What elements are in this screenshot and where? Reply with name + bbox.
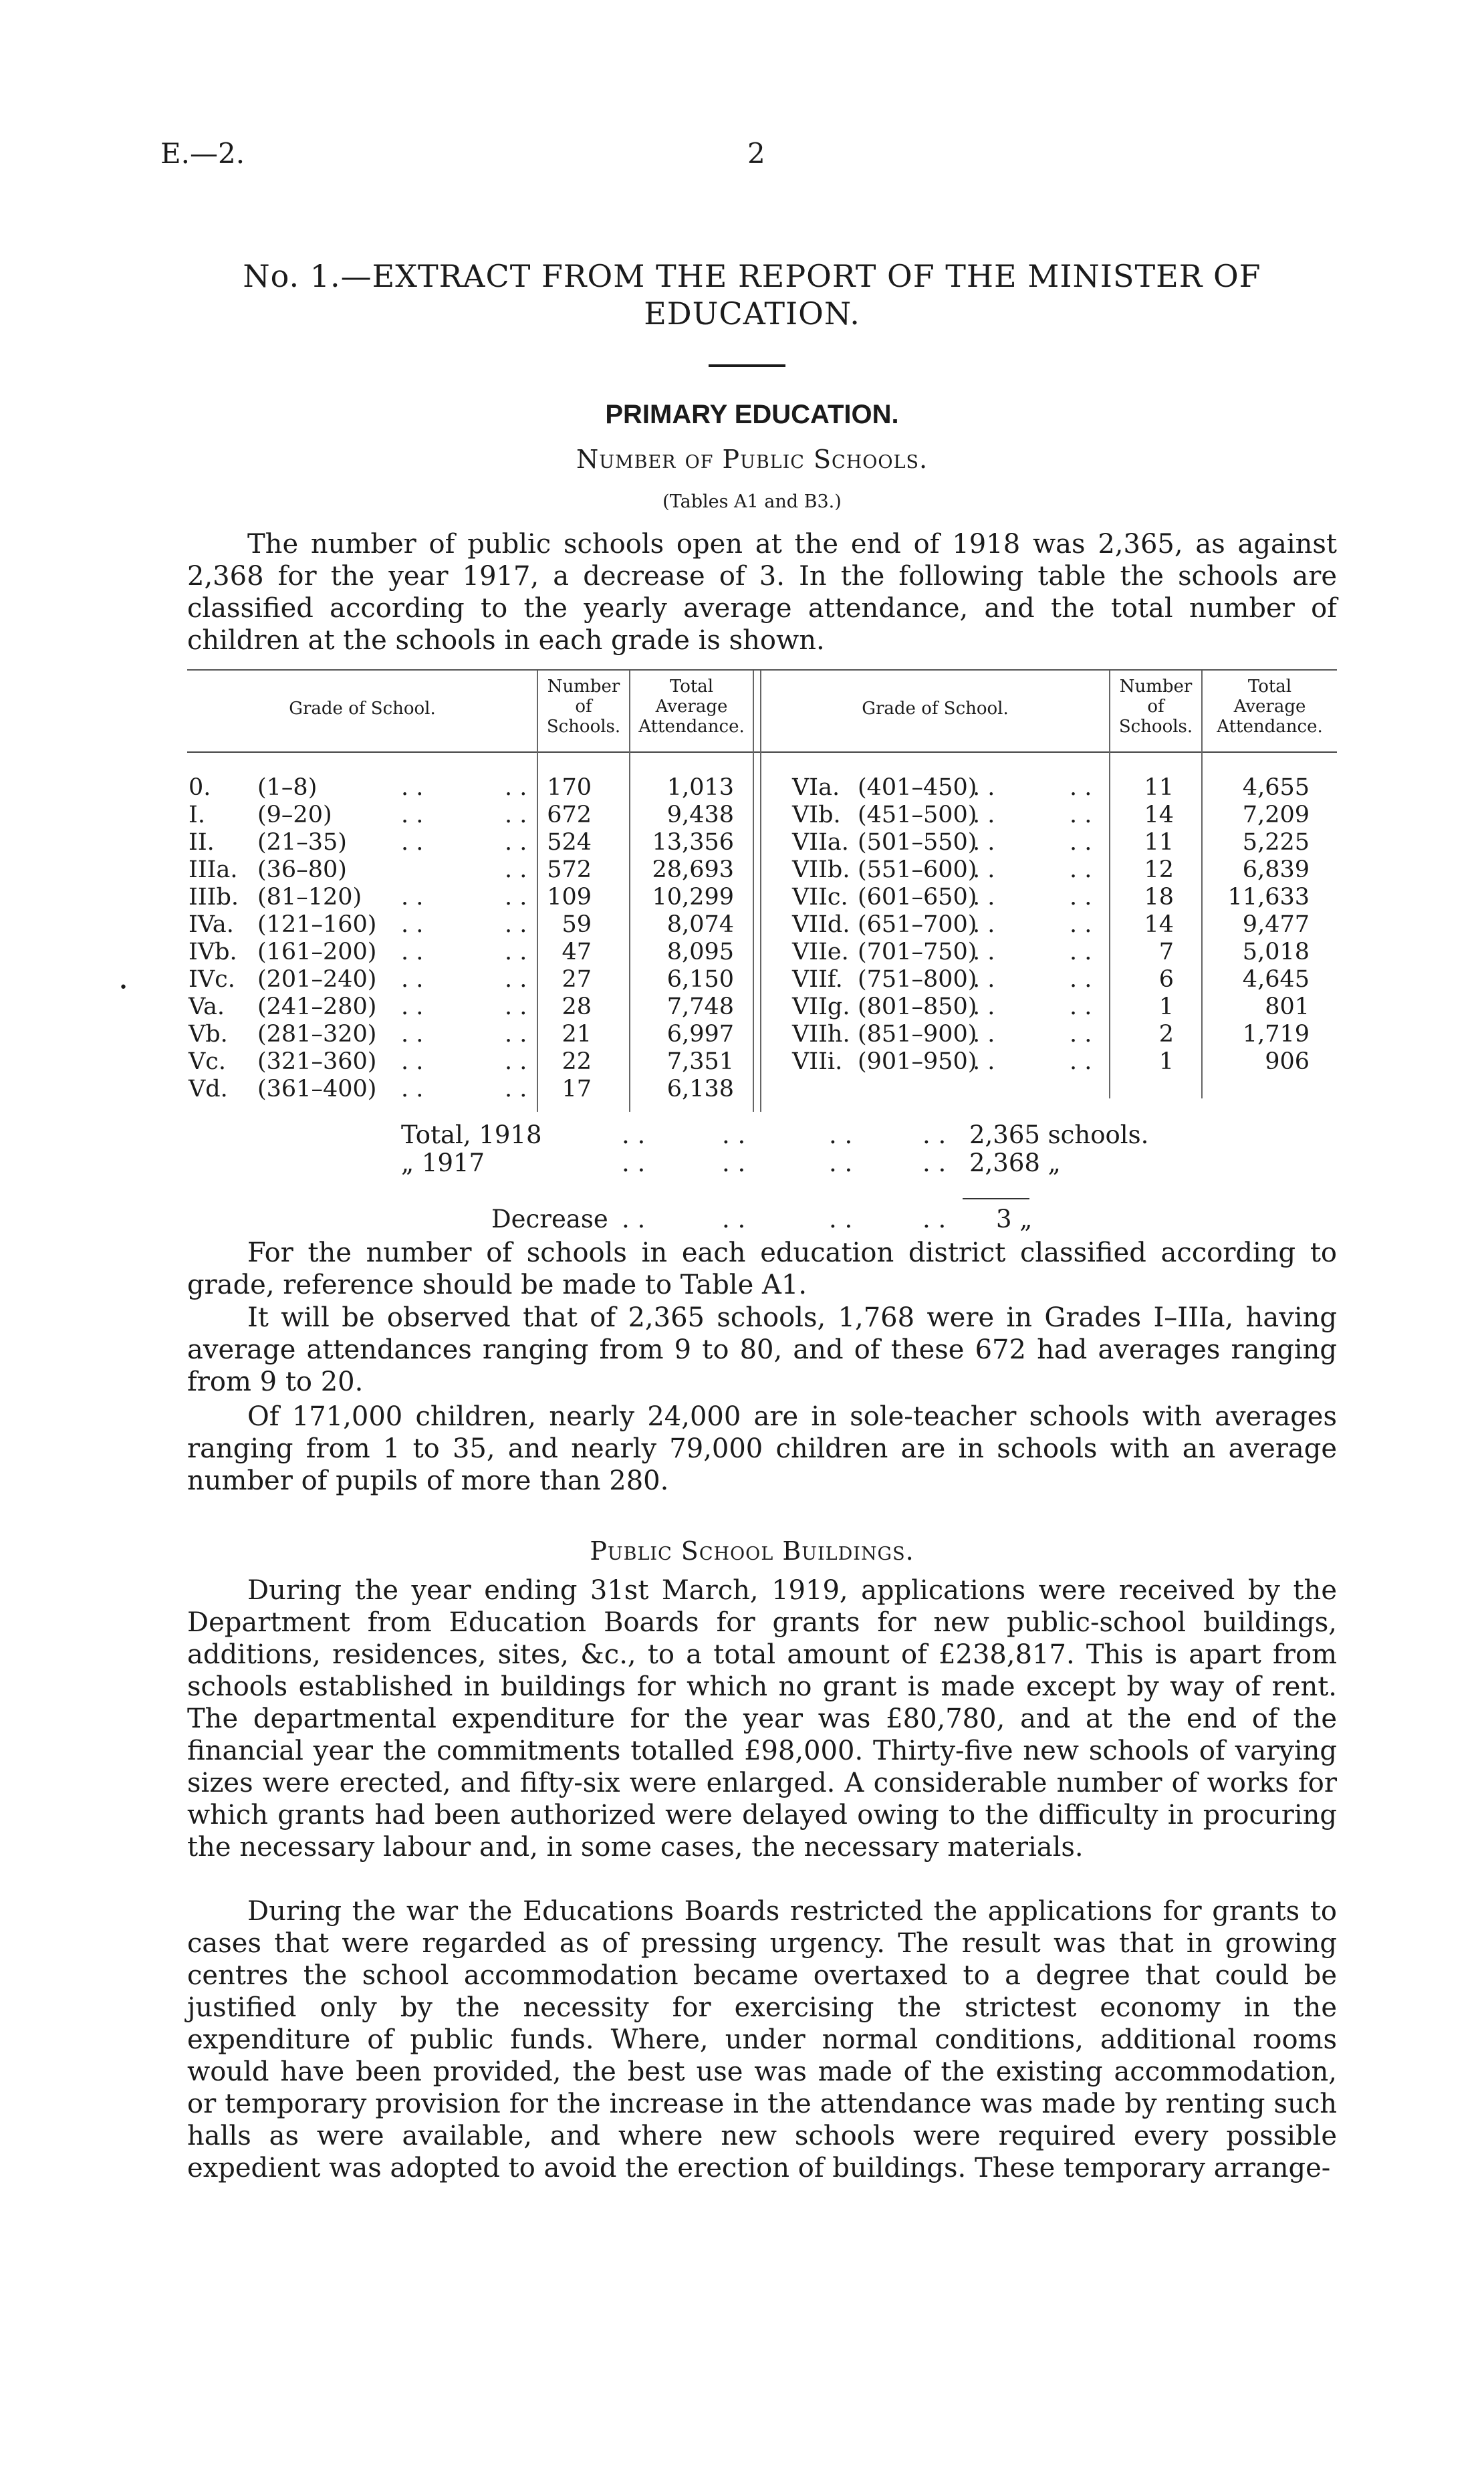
document-page: E.—2. 2 No. 1.—EXTRACT FROM THE REPORT OF THE MINISTER OF EDUCATION. PRIMARY EDUCATION. Number of Public Schools. (Tables A1 and B3.) The number of public schools open at the end of 1918 was 2,365, as against 2,368 for the year 1917, a decrease of 3. In the following table the schools are classified according to the yearly average attendance, and the total number of children at the schools in each grade is shown. Grade of School. Number of Schools. Total Average Attendance. Grade of School. Number of Schools. Total Average Attendance. 0. (1–8) . . . . 170 1,013 I. (9–20) . . . . 672 9,438 II. (21–35) . . . . 524 13,356 IIIa. (36–80) . . 572 28,693 IIIb. (81–120) . . . . 109 10,299 IVa. (121–160) . . . . 59 8,074 IVb. (161–200) . . . . 47 8,095 IVc. (201–240) . . . . 27 6,150 Va. (241–280) . . . . 28 7,748 Vb. (281–320) . . . . 21 6,997 Vc. (321–360) . . . . 22 7,351 Vd. (361–400) . . . . 17 6,138 VIa. (401–450) . . . . 11 4,655 VIb. (451–500) . . . . 14 7,209 VIIa. (501–550) . . . . 11 5,225 VIIb. (551–600) . . . . 12 6,839 VIIc. (601–650) . . . . 18 11,633 VIId. (651–700) . . . . 14 9,477 VIIe. (701–750) . . . . 7 5,018 VIIf. (751–800) . . . . 6 4,645 VIIg. (801–850) . . . . 1 801 VIIh. (851–900) . . . . 2 1,719 VIIi. (901–950) . . . . 1 906 Total, 1918 . . . . . . . . 2,365 schools. „ 1917 . . . . . . . . 2,368 „ Decrease . . . . . . . . 3 „ For the number of schools in each education district classified according to grade, reference should be made to Table A1. It will be observed that of 2,365 schools, 1,768 were in Grades I–IIIa, having average attendances ranging from 9 to 80, and of these 672 had averages ranging from 9 to 20. Of 171,000 children, nearly 24,000 are in sole-teacher schools with averages ranging from 1 to 35, and nearly 79,000 children are in schools with an average number of pupils of more than 280. Public School Buildings. During the year ending 31st March, 1919, applications were received by the Department from Education Boards for grants for new public-school buildings, additions, residences, sites, &c., to a total amount of £238,817. This is apart from schools established in buildings for which no grant is made except by way of rent. The departmental expenditure for the year was £80,780, and at the end of the financial year the commitments totalled £98,000. Thirty-five new schools of varying sizes were erected, and fifty-six were enlarged. A considerable number of works for which grants had been authorized were delayed owing to the difficulty in procuring the necessary labour and, in some cases, the necessary materials. During the war the Educations Boards restricted the applications for grants to cases that were regarded as of pressing urgency. The result was that in growing centres the school accommodation became overtaxed to a degree that could be justified only by the necessity for exercising the strictest economy in the expenditure of public funds. Where, under normal conditions, additional rooms would have been provided, the best use was made of the existing accommodation, or temporary provision for the increase in the attendance was made by renting such halls as were available, and where new schools were required every possible expedient was adopted to avoid the erection of buildings. These temporary arrange- • (119, 137, 1337, 2183)
margin-dot: • (119, 979, 128, 996)
page-number: 2 (747, 137, 765, 170)
header-number: Number of Schools. (1118, 677, 1193, 737)
intro-paragraph: The number of public schools open at the end of 1918 was 2,365, as against 2,368 for the year 1917, a decrease of 3. In the following table the schools are classified according to the yearly average attendance, and the total number of children at the schools in each grade is shown. (187, 529, 1337, 656)
paragraph-grades: It will be observed that of 2,365 schools, 1,768 were in Grades I–IIIa, having average attendances ranging from 9 to 80, and of these 672 had averages ranging from 9 to 20. (187, 1302, 1337, 1397)
paragraph-buildings-1: During the year ending 31st March, 1919, applications were received by the Department from Education Boards for grants for new public-school buildings, additions, residences, sites, &c., to a total amount of £238,817. This is apart from schools established in buildings for which no grant is made except by way of rent. The departmental expenditure for the year was £80,780, and at the end of the financial year the commitments totalled £98,000. Thirty-five new schools of varying sizes were erected, and fifty-six were enlarged. A considerable number of works for which grants had been authorized were delayed owing to the difficulty in procuring the necessary labour and, in some cases, the necessary materials. (187, 1575, 1337, 1863)
paragraph-children: Of 171,000 children, nearly 24,000 are in sole-teacher schools with averages ranging from 1 to 35, and nearly 79,000 children are in schools with an average number of pupils of more than 280. (187, 1401, 1337, 1496)
header-attendance: Total Average Attendance. (1217, 677, 1323, 737)
total-1917-label: „ 1917 (401, 1149, 485, 1177)
buildings-subheading: Public School Buildings. (590, 1536, 914, 1566)
header-grade: Grade of School. (862, 699, 1009, 719)
title-rule (709, 364, 785, 367)
table-top-rule (187, 669, 1337, 671)
table-vline (753, 671, 754, 1112)
header-grade: Grade of School. (289, 699, 436, 719)
decrease-value: 3 „ (996, 1205, 1033, 1233)
report-reference: E.—2. (160, 137, 245, 170)
tables-reference: (Tables A1 and B3.) (662, 491, 842, 512)
paragraph-buildings-2: During the war the Educations Boards restricted the applications for grants to cases that were regarded as of pressing urgency. The result was that in growing centres the school accommodation became overtaxed to a degree that could be justified only by the necessity for exercising the strictest economy in the expenditure of public funds. Where, under normal conditions, additional rooms would have been provided, the best use was made of the existing accommodation, or temporary provision for the increase in the attendance was made by renting such halls as were available, and where new schools were required every possible expedient was adopted to avoid the erection of buildings. These temporary arrange- (187, 1896, 1337, 2183)
total-1917-value: 2,368 „ (969, 1149, 1061, 1177)
section-subheading: Number of Public Schools. (576, 445, 929, 474)
header-attendance: Total Average Attendance. (638, 677, 745, 737)
total-1918-label: Total, 1918 (401, 1120, 542, 1149)
table-vline (760, 671, 761, 1112)
section-heading: PRIMARY EDUCATION. (605, 400, 899, 429)
table-header-rule (187, 751, 1337, 753)
decrease-label: Decrease (491, 1205, 608, 1233)
total-1918-value: 2,365 schools. (969, 1120, 1149, 1149)
report-title: No. 1.—EXTRACT FROM THE REPORT OF THE MINISTER OF EDUCATION. (243, 258, 1261, 332)
totals-rule (963, 1198, 1029, 1199)
paragraph-table-reference: For the number of schools in each education district classified according to grade, reference should be made to Table A1. (187, 1237, 1337, 1300)
header-number: Number of Schools. (546, 677, 621, 737)
